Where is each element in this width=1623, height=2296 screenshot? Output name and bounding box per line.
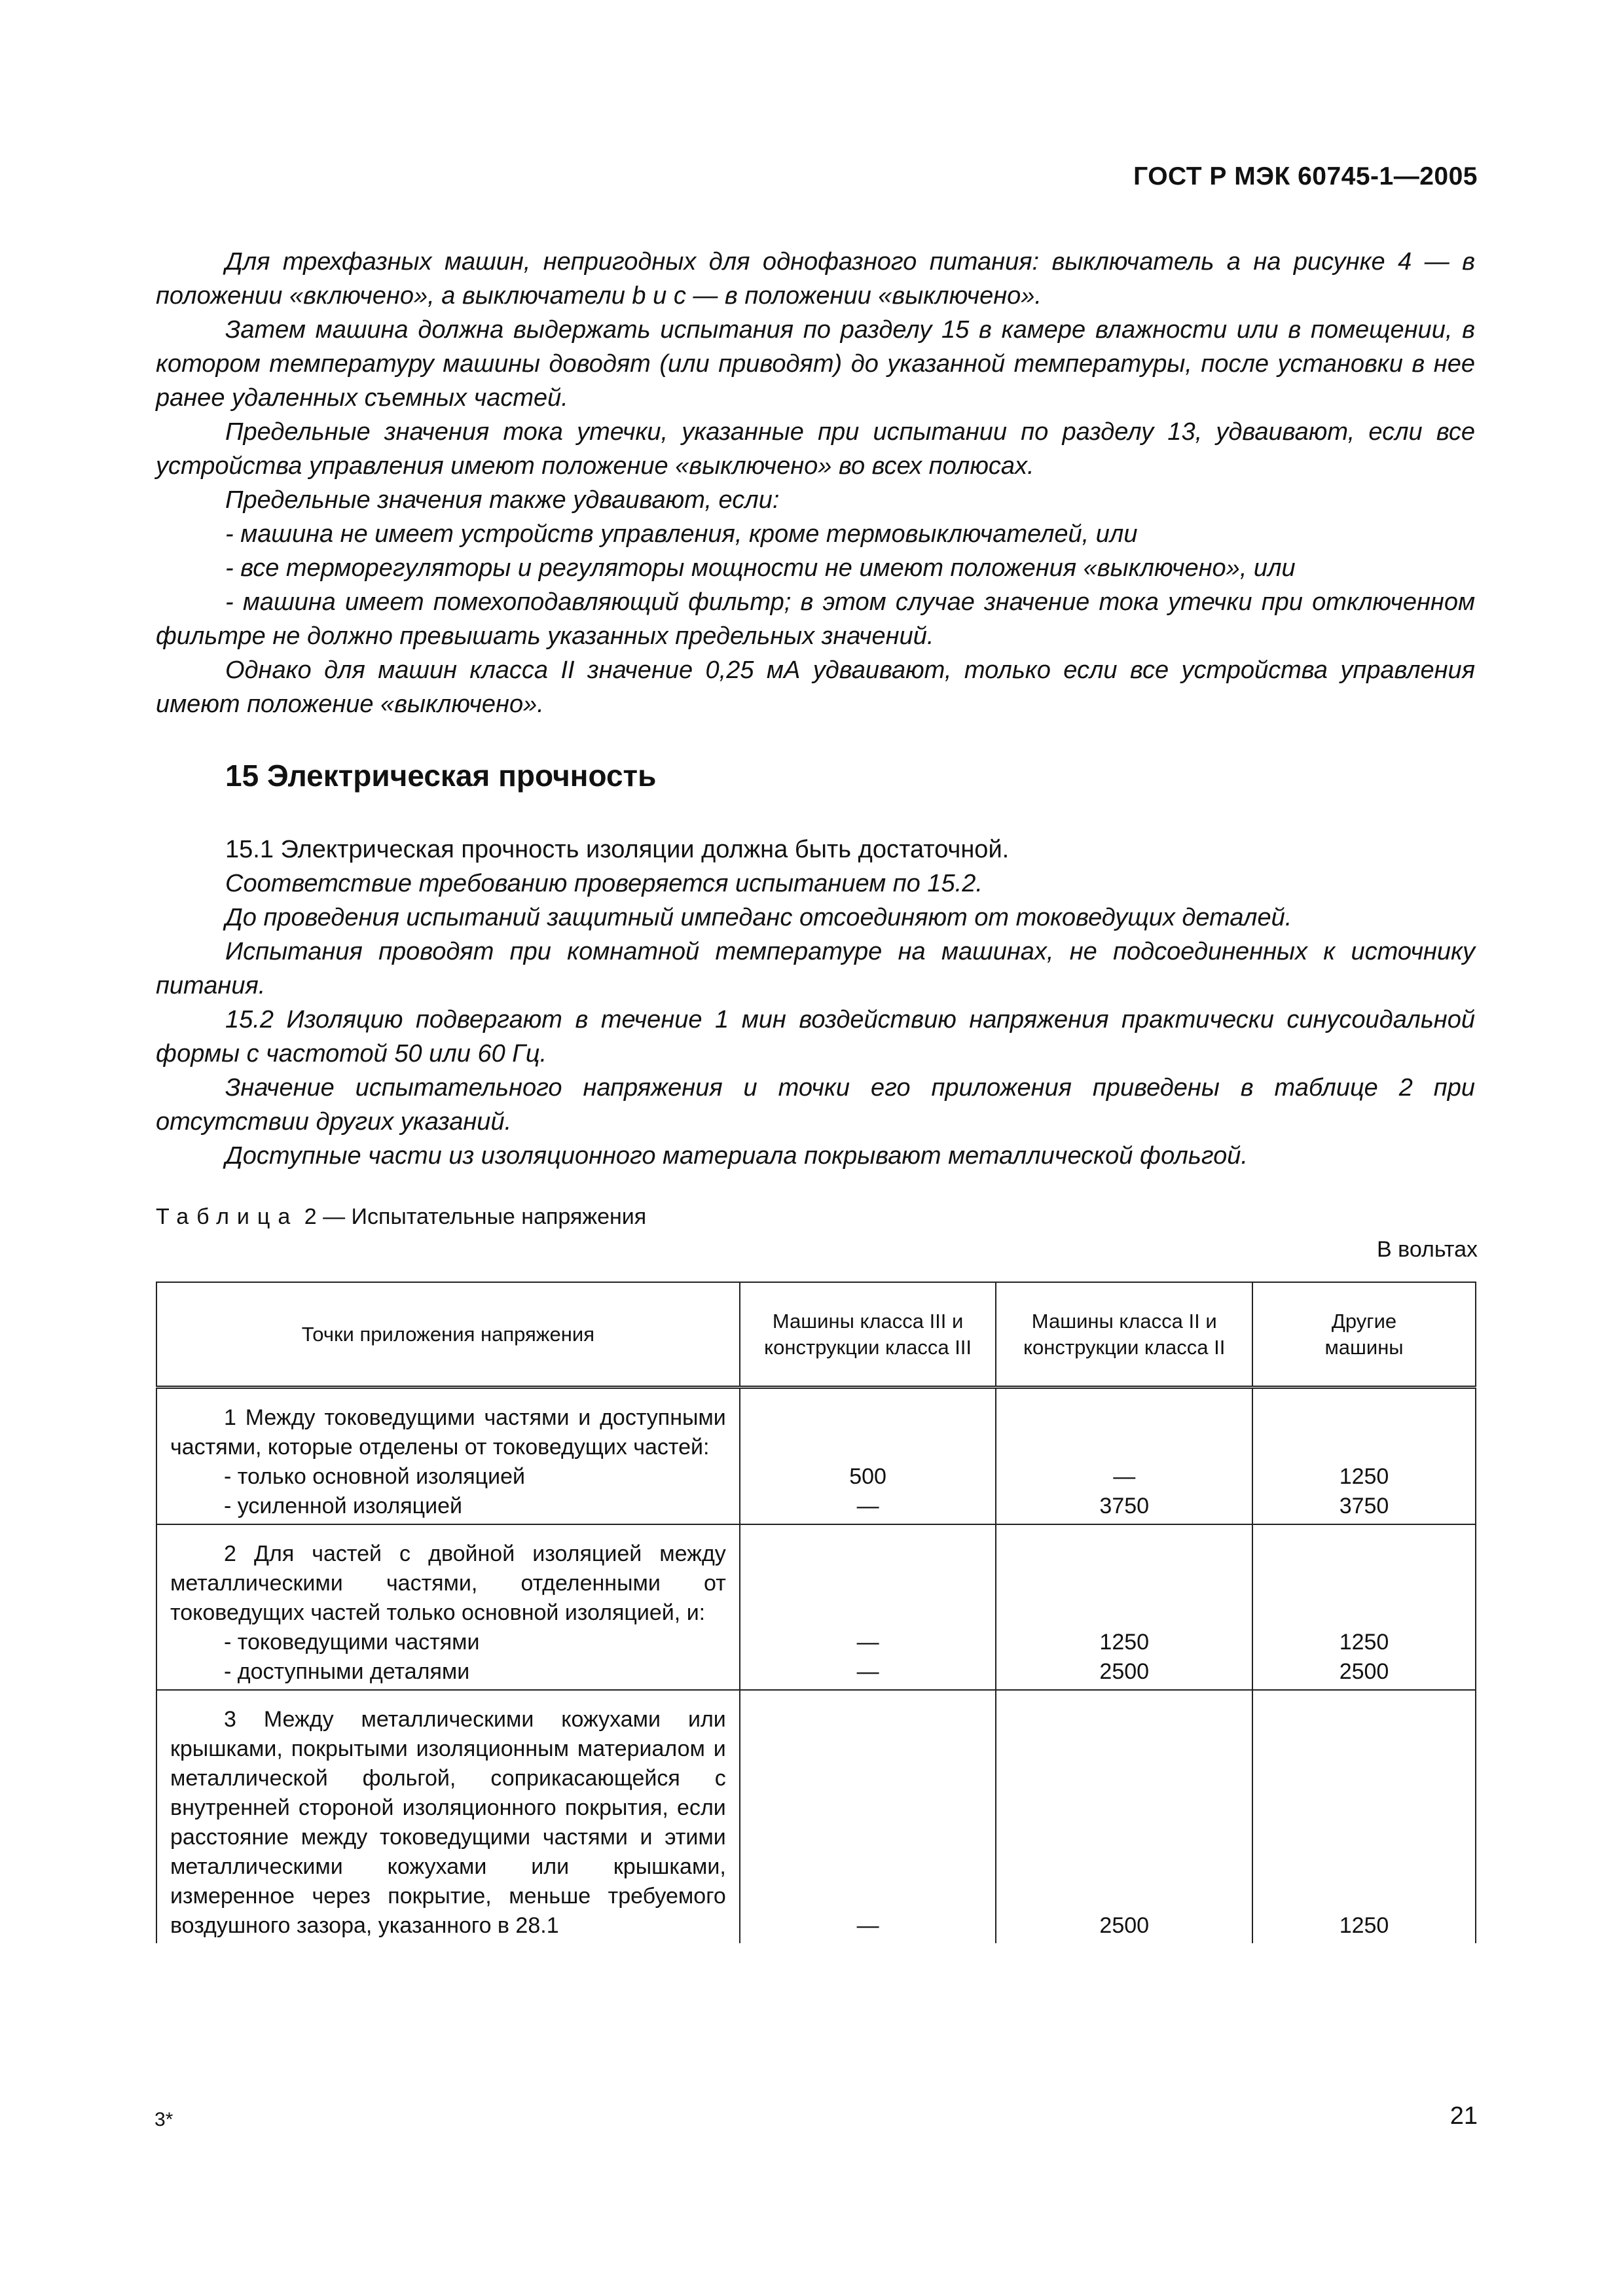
table-caption-title: 2 — Испытательные напряжения: [298, 1204, 647, 1229]
row-description: [156, 1524, 740, 1690]
cell-value: 2500: [1099, 1659, 1150, 1684]
cell-value: 2500: [1099, 1913, 1150, 1938]
row-subitem: - токоведущими частями: [224, 1630, 480, 1655]
paragraph: Однако для машин класса II значение 0,25 мА удваивают, только если все устройства управления имеют положение «выключено».: [156, 656, 1475, 718]
paragraph-block-leakage: [156, 245, 1475, 721]
paragraph: Для трехфазных машин, непригодных для однофазного питания: выключатель a на рисунке 4 — в положении «включено», а выключатели b и c — в положении «выключено».: [156, 248, 1475, 310]
cell-value: —: [1113, 1464, 1136, 1489]
cell-value: 500: [849, 1464, 886, 1489]
paragraph: - все терморегуляторы и регуляторы мощности не имеют положения «выключено», или: [225, 554, 1296, 582]
paragraph: До проведения испытаний защитный импеданс отсоединяют от токоведущих деталей.: [225, 904, 1292, 931]
cell-value: 1250: [1339, 1630, 1389, 1655]
paragraph: Предельные значения также удваивают, если:: [225, 486, 780, 514]
paragraph: 15.2 Изоляцию подвергают в течение 1 мин воздействию напряжения практически синусоидальной формы с частотой 50 или 60 Гц.: [156, 1006, 1475, 1067]
paragraph: Испытания проводят при комнатной температуре на машинах, не подсоединенных к источнику питания.: [156, 938, 1475, 999]
row-subitem: - доступными деталями: [224, 1659, 470, 1684]
cell-class2: [996, 1388, 1252, 1525]
cell-value: 1250: [1099, 1630, 1150, 1655]
cell-other: [1252, 1524, 1476, 1690]
document-code: ГОСТ Р МЭК 60745-1—2005: [1133, 162, 1478, 190]
test-voltage-table: [156, 1282, 1476, 1943]
cell-value: 1250: [1339, 1464, 1389, 1489]
table-row: [156, 1690, 1476, 1943]
paragraph: Значение испытательного напряжения и точки его приложения приведены в таблице 2 при отсутствии других указаний.: [156, 1074, 1475, 1136]
paragraph: Соответствие требованию проверяется испытанием по 15.2.: [225, 870, 983, 897]
cell-class3: [740, 1388, 996, 1525]
page-number: 21: [1450, 2102, 1478, 2130]
row-description: [156, 1690, 740, 1943]
paragraph: Доступные части из изоляционного материала покрывают металлической фольгой.: [225, 1142, 1248, 1170]
column-header-class3: [740, 1282, 996, 1388]
column-header-points: [156, 1282, 740, 1388]
column-header-text: Точки приложения напряжения: [301, 1322, 594, 1346]
cell-value: —: [856, 1659, 879, 1684]
paragraph: Предельные значения тока утечки, указанные при испытании по разделу 13, удваивают, если все устройства управления имеют положение «выключено» во всех полюсах.: [156, 418, 1475, 480]
paragraph-block-electric-strength: [156, 833, 1475, 1173]
cell-value: —: [856, 1494, 879, 1518]
cell-class3: [740, 1524, 996, 1690]
signature-mark: 3*: [155, 2109, 173, 2130]
cell-class2: [996, 1524, 1252, 1690]
table-units: В вольтах: [1377, 1237, 1478, 1262]
row-description-text: 1 Между токоведущими частями и доступными частями, которые отделены от токоведущих частей:: [170, 1405, 726, 1460]
row-description-text: 2 Для частей с двойной изоляцией между металлическими частями, отделенными от токоведущих частей только основной изоляцией, и:: [170, 1541, 726, 1625]
table-header-row: [156, 1282, 1476, 1388]
paragraph: Затем машина должна выдержать испытания по разделу 15 в камере влажности или в помещении, в котором температуру машины доводят (или приводят) до указанной температуры, после установки в нее ранее удаленных съемных частей.: [156, 316, 1475, 412]
cell-other: [1252, 1388, 1476, 1525]
row-subitem: - только основной изоляцией: [224, 1464, 526, 1489]
paragraph: - машина имеет помехоподавляющий фильтр; в этом случае значение тока утечки при отключенном фильтре не должно превышать указанных предельных значений.: [156, 588, 1475, 650]
cell-value: —: [856, 1630, 879, 1655]
table-caption: [156, 1204, 646, 1230]
column-header-text: Машины класса II и конструкции класса II: [1023, 1309, 1226, 1359]
cell-other: [1252, 1690, 1476, 1943]
cell-class3: [740, 1690, 996, 1943]
cell-value: 2500: [1339, 1659, 1389, 1684]
cell-value: 1250: [1339, 1913, 1389, 1938]
paragraph: - машина не имеет устройств управления, кроме термовыключателей, или: [225, 520, 1138, 548]
cell-value: 3750: [1099, 1494, 1150, 1518]
section-title: 15 Электрическая прочность: [225, 759, 657, 793]
cell-class2: [996, 1690, 1252, 1943]
column-header-text: Машины класса III и конструкции класса III: [764, 1309, 972, 1359]
cell-value: —: [856, 1913, 879, 1938]
paragraph: 15.1 Электрическая прочность изоляции должна быть достаточной.: [225, 836, 1010, 863]
table-caption-word: Таблица: [156, 1204, 299, 1229]
row-description: [156, 1388, 740, 1525]
table-row: [156, 1388, 1476, 1525]
row-description-text: 3 Между металлическими кожухами или крышками, покрытыми изоляционным материалом и металлической фольгой, соприкасающейся с внутренней стороной изоляционного покрытия, если расстояние между токоведущими частями и этими металлическими кожухами или крышками, измеренное через покрытие, меньше требуемого воздушного зазора, указанного в 28.1: [170, 1707, 726, 1938]
column-header-other: [1252, 1282, 1476, 1388]
column-header-class2: [996, 1282, 1252, 1388]
cell-value: 3750: [1339, 1494, 1389, 1518]
table-row: [156, 1524, 1476, 1690]
column-header-text: Другие машины: [1324, 1309, 1404, 1359]
row-subitem: - усиленной изоляцией: [224, 1494, 463, 1518]
